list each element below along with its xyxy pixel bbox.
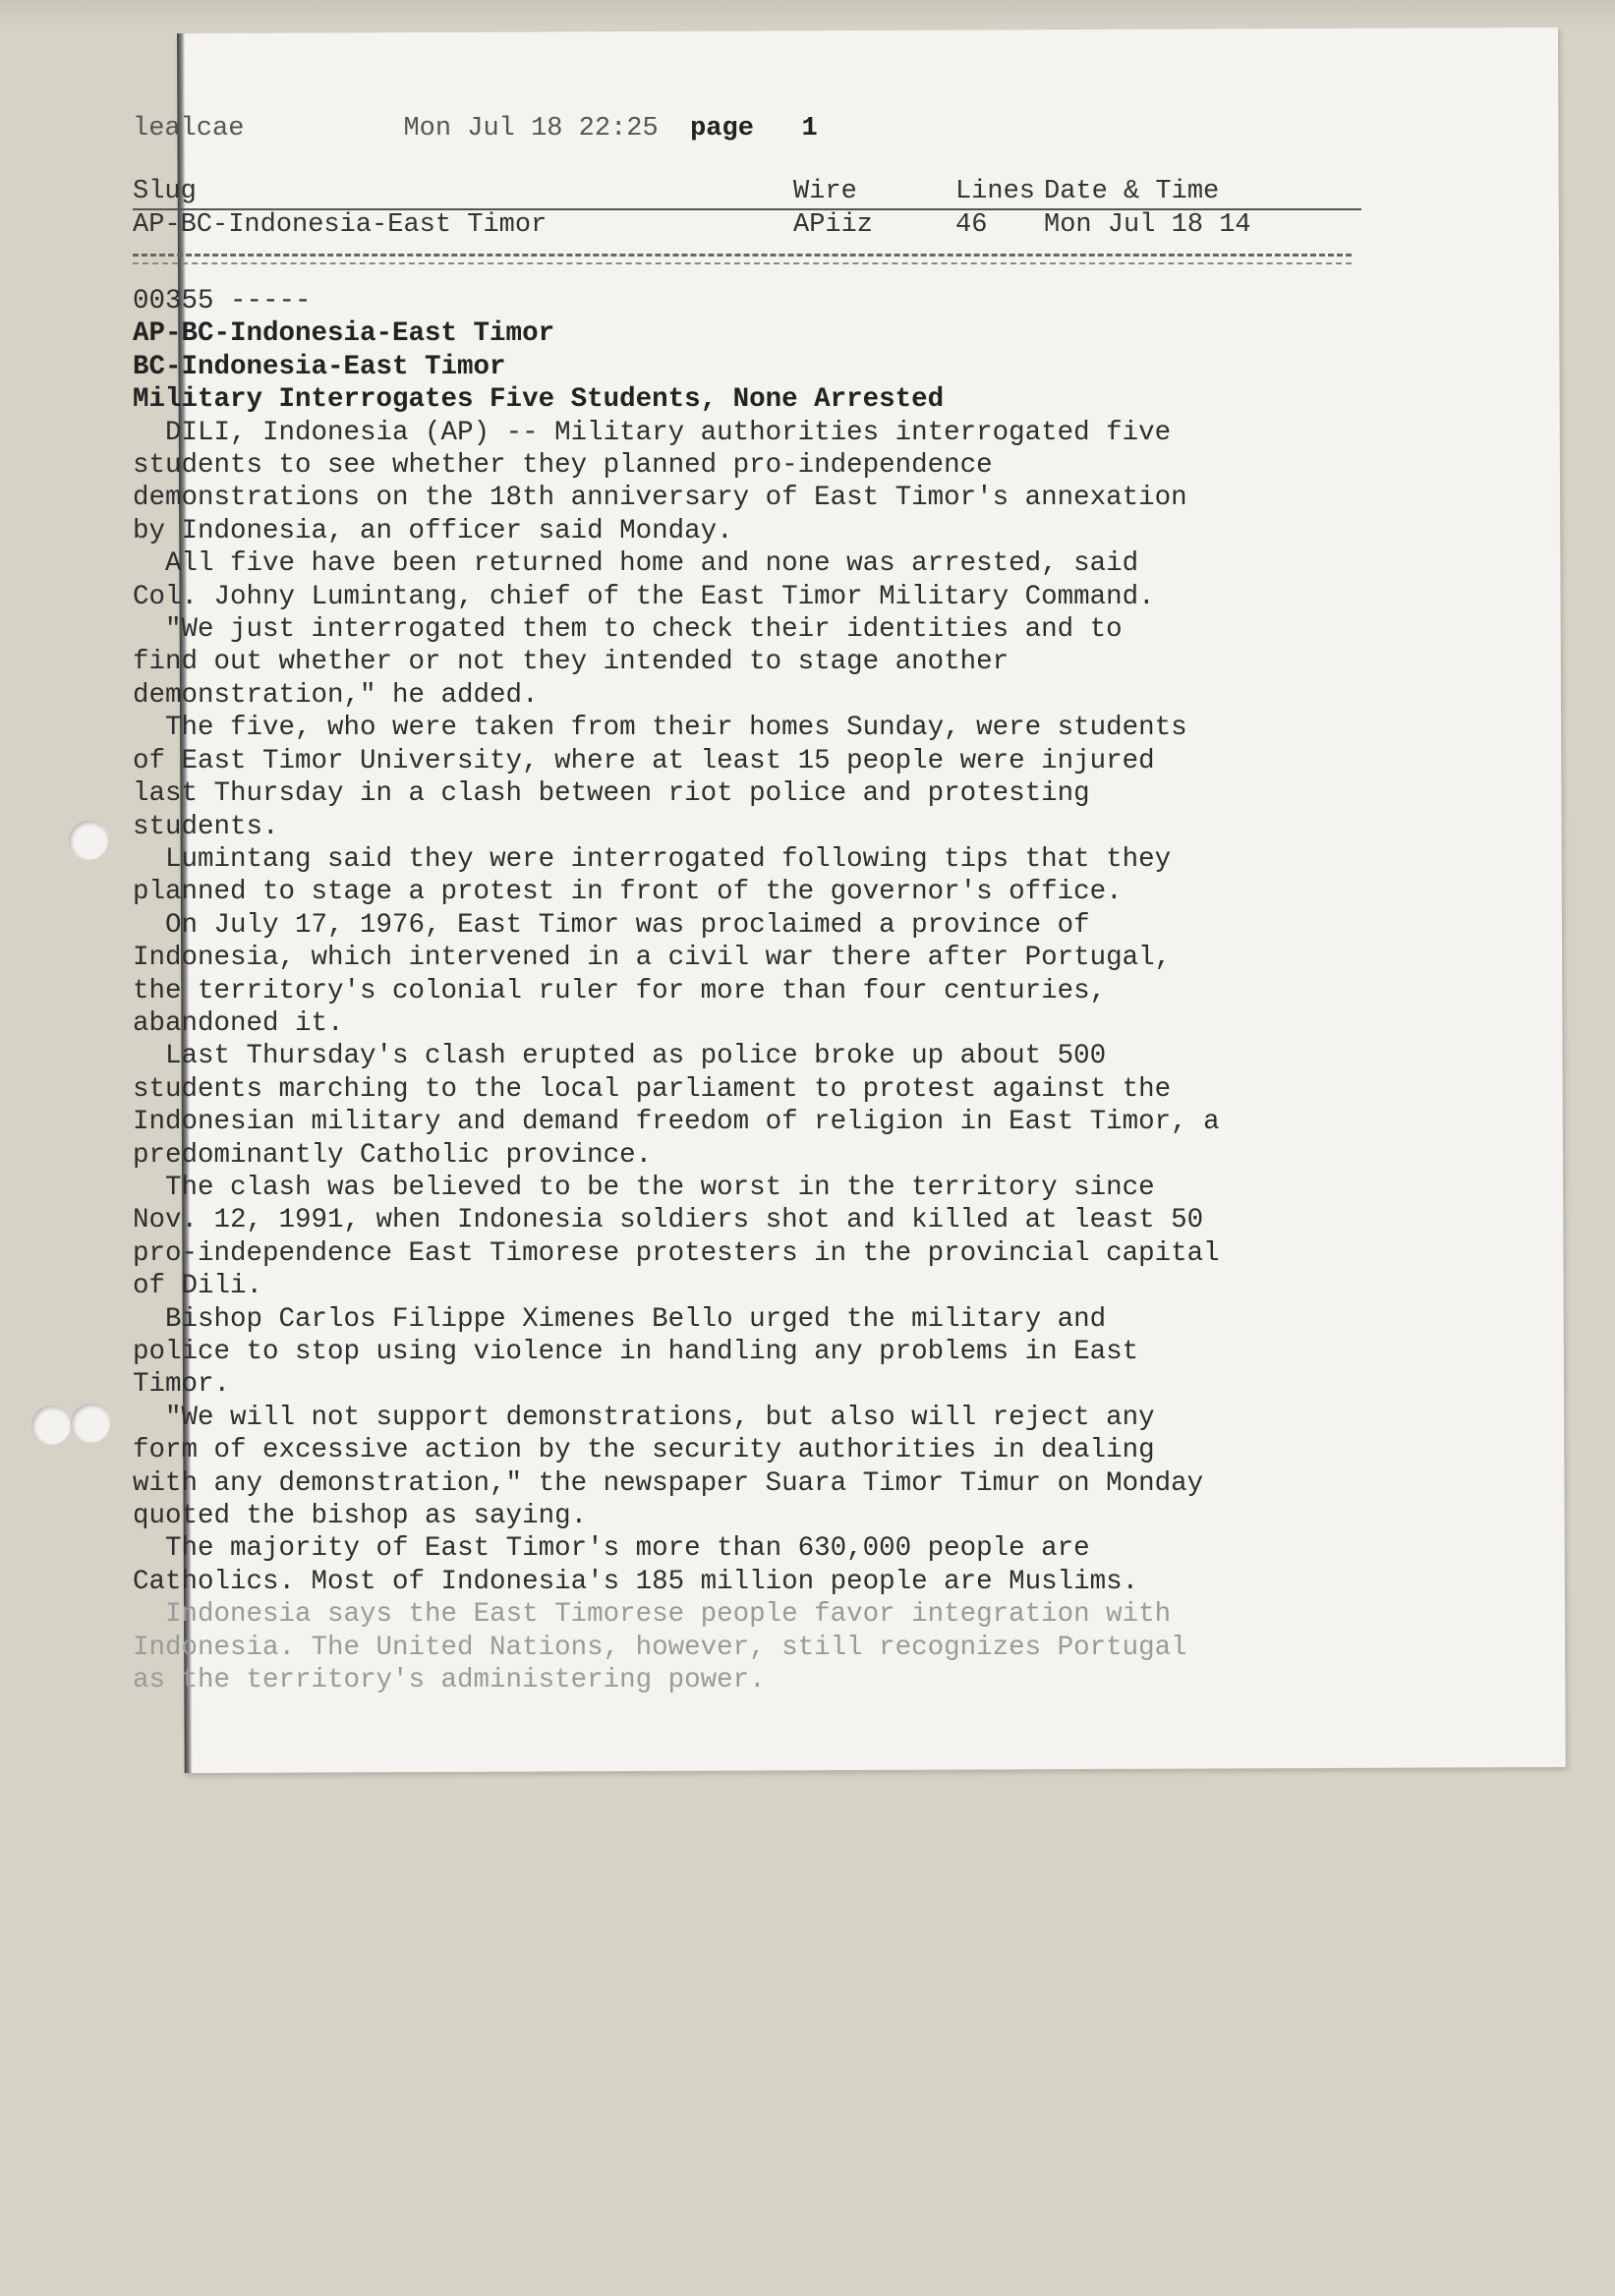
row-slug: AP-BC-Indonesia-East Timor <box>133 210 548 240</box>
story-line: the territory's colonial ruler for more than four centuries, <box>133 975 1107 1006</box>
story-line: as the territory's administering power. <box>133 1665 766 1696</box>
story-id: 00355 ----- <box>133 286 312 316</box>
story-body <box>133 285 1361 1696</box>
slug-table-header <box>133 177 1361 210</box>
story-line: by Indonesia, an officer said Monday. <box>133 515 733 546</box>
story-slug-primary: AP-BC-Indonesia-East Timor <box>133 318 555 350</box>
story-line: predominantly Catholic province. <box>133 1139 653 1171</box>
story-line: students to see whether they planned pro-independence <box>133 450 993 482</box>
col-wire-header: Wire <box>793 177 955 210</box>
story-line: "We will not support demonstrations, but also will reject any <box>133 1402 1155 1433</box>
story-line: Indonesia says the East Timorese people favor integration with <box>133 1599 1172 1631</box>
col-lines-header: Lines <box>955 177 1044 210</box>
story-line: Catholics. Most of Indonesia's 185 million people are Muslims. <box>133 1566 1139 1597</box>
story-line: On July 17, 1976, East Timor was proclaimed a province of <box>133 909 1090 941</box>
story-line: with any demonstration," the newspaper Suara Timor Timur on Monday <box>133 1467 1204 1499</box>
story-line: students. <box>133 811 279 842</box>
col-slug-header: Slug <box>133 177 793 210</box>
station-name: lealcae <box>133 114 245 144</box>
separator-rule <box>133 254 1352 264</box>
story-line: find out whether or not they intended to stage another <box>133 647 1009 678</box>
story-line: planned to stage a protest in front of the governor's office. <box>133 877 1123 908</box>
row-lines: 46 <box>955 210 988 240</box>
story-line: demonstration," he added. <box>133 679 539 711</box>
row-wire: APiiz <box>793 210 874 240</box>
punch-hole-lower-left <box>31 1406 71 1445</box>
story-line: Nov. 12, 1991, when Indonesia soldiers shot and killed at least 50 <box>133 1205 1204 1236</box>
story-line: Lumintang said they were interrogated following tips that they <box>133 843 1172 875</box>
story-line: Timor. <box>133 1369 231 1401</box>
story-line: Indonesia. The United Nations, however, still recognizes Portugal <box>133 1632 1187 1663</box>
story-line: "We just interrogated them to check their identities and to <box>133 614 1123 646</box>
story-line: Last Thursday's clash erupted as police broke up about 500 <box>133 1041 1107 1072</box>
story-line: last Thursday in a clash between riot police and protesting <box>133 778 1090 810</box>
story-line: of East Timor University, where at least 15 people were injured <box>133 745 1155 776</box>
punch-hole-lower-right <box>71 1404 110 1443</box>
story-line: The majority of East Timor's more than 630,000 people are <box>133 1533 1090 1565</box>
story-line: Indonesian military and demand freedom of religion in East Timor, a <box>133 1107 1220 1138</box>
story-line: demonstrations on the 18th anniversary of East Timor's annexation <box>133 483 1187 514</box>
page-number: 1 <box>801 114 818 144</box>
page-label: page <box>690 114 754 144</box>
story-line: form of excessive action by the security authorities in dealing <box>133 1435 1155 1466</box>
board-top-shadow <box>0 0 1615 29</box>
story-line: DILI, Indonesia (AP) -- Military authorities interrogated five <box>133 417 1172 448</box>
story-line: The clash was believed to be the worst in the territory since <box>133 1172 1155 1203</box>
story-headline: Military Interrogates Five Students, None Arrested <box>133 384 945 416</box>
story-line: police to stop using violence in handling any problems in East <box>133 1337 1139 1367</box>
story-line: of Dili. <box>133 1271 263 1302</box>
story-slug-secondary: BC-Indonesia-East Timor <box>133 351 506 382</box>
story-line: All five have been returned home and none was arrested, said <box>133 548 1139 580</box>
story-line: abandoned it. <box>133 1007 344 1039</box>
story-line: pro-independence East Timorese protesters in the provincial capital <box>133 1237 1220 1269</box>
story-paragraphs <box>133 417 1361 1697</box>
story-line: Bishop Carlos Filippe Ximenes Bello urged the military and <box>133 1303 1107 1335</box>
row-datetime: Mon Jul 18 14 <box>1044 210 1251 240</box>
print-datetime: Mon Jul 18 22:25 <box>403 114 659 144</box>
story-line: Indonesia, which intervened in a civil war there after Portugal, <box>133 943 1172 974</box>
punch-hole-upper <box>69 821 108 860</box>
slug-table <box>133 177 1361 244</box>
story-line: students marching to the local parliament to protest against the <box>133 1073 1172 1105</box>
story-line: The five, who were taken from their homes Sunday, were students <box>133 713 1187 744</box>
slug-table-row[interactable] <box>133 210 1361 244</box>
col-datetime-header: Date & Time <box>1044 177 1361 210</box>
story-line: Col. Johny Lumintang, chief of the East Timor Military Command. <box>133 581 1155 612</box>
story-line: quoted the bishop as saying. <box>133 1501 588 1532</box>
printout-header <box>133 114 818 144</box>
